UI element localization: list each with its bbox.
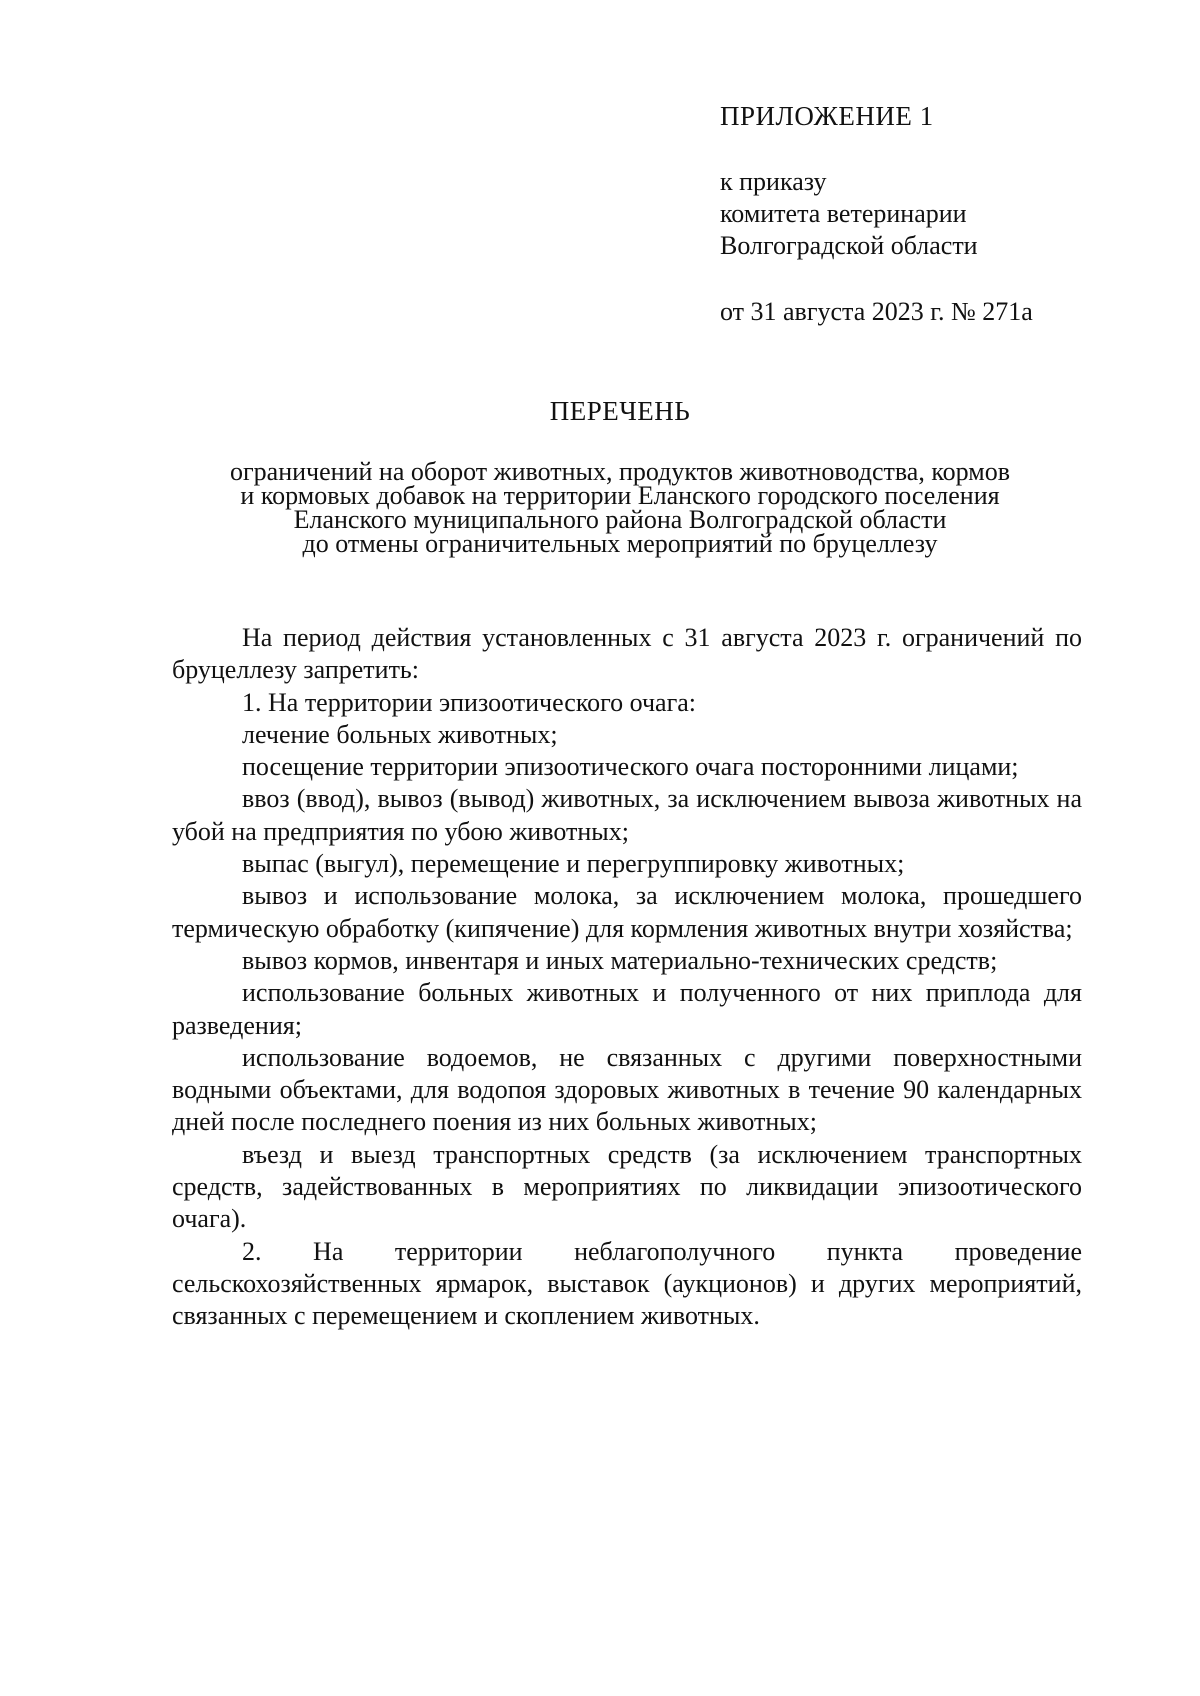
body-paragraph: На период действия установленных с 31 августа 2023 г. ограничений по бруцеллезу запретить: [172, 623, 1082, 685]
body-paragraph: лечение больных животных; [242, 719, 558, 749]
document-title: ПЕРЕЧЕНЬ [549, 396, 691, 426]
document-subtitle [160, 457, 1080, 558]
body-paragraph: въезд и выезд транспортных средств (за исключением транспортных средств, задействованных в мероприятиях по ликвидации эпизоотического очага). [172, 1139, 1082, 1234]
body-paragraph: выпас (выгул), перемещение и перегруппировку животных; [242, 849, 905, 879]
body-paragraph: использование больных животных и полученного от них приплода для разведения; [172, 978, 1082, 1040]
subtitle-line: до отмены ограничительных мероприятий по бруцеллезу [302, 529, 938, 558]
appendix-line: Волгоградской области [720, 231, 978, 260]
subtitle-line: и кормовых добавок на территории Еланского городского поселения [240, 481, 1000, 510]
body-paragraph: 2. На территории неблагополучного пункта проведение сельскохозяйственных ярмарок, выставок (аукционов) и других мероприятий, связанных с перемещением и скоплением животных. [172, 1236, 1082, 1331]
body-paragraph: 1. На территории эпизоотического очага: [242, 687, 697, 717]
appendix-line: к приказу [720, 167, 827, 196]
document-body [172, 622, 1082, 1333]
appendix-date: от 31 августа 2023 г. № 271а [720, 297, 1033, 326]
appendix-line: комитета ветеринарии [720, 199, 967, 228]
appendix-title: ПРИЛОЖЕНИЕ 1 [720, 101, 934, 131]
appendix-block [720, 100, 1140, 328]
body-paragraph: вывоз кормов, инвентаря и иных материально-технических средств; [242, 945, 998, 975]
body-paragraph: использование водоемов, не связанных с другими поверхностными водными объектами, для водопоя здоровых животных в течение 90 календарных дней после последнего поения из них больных животных; [172, 1042, 1082, 1137]
subtitle-line: ограничений на оборот животных, продуктов животноводства, кормов [230, 457, 1010, 486]
body-paragraph: посещение территории эпизоотического очага посторонними лицами; [242, 752, 1019, 782]
body-paragraph: ввоз (ввод), вывоз (вывод) животных, за исключением вывоза животных на убой на предприятия по убою животных; [172, 784, 1082, 846]
subtitle-line: Еланского муниципального района Волгоградской области [293, 505, 947, 534]
body-paragraph: вывоз и использование молока, за исключением молока, прошедшего термическую обработку (кипячение) для кормления животных внутри хозяйства; [172, 881, 1082, 943]
